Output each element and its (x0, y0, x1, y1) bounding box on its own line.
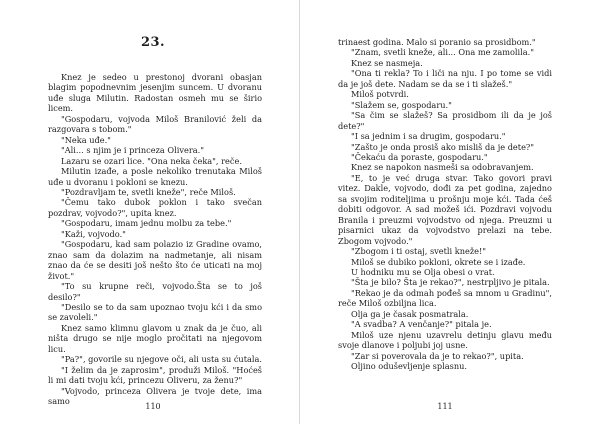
paragraph: "Sa čim se slažeš? Sa prosidbom ili da je još dete?" (338, 110, 552, 131)
paragraph: Knez samo klimnu glavom u znak da je čuo, ali ništa drugo se nije moglo pročitati na njegovom licu. (48, 322, 262, 354)
page-number-left: 110 (145, 402, 161, 411)
paragraph: "Vojvodo, princeza Olivera je tvoje dete, ima samo (48, 385, 262, 407)
paragraph: "Gospodaru, imam jednu molbu za tebe." (61, 218, 232, 229)
paragraph: "Znam, svetli kneže, ali... Ona me zamolila." (351, 47, 535, 58)
paragraph: "To su krupne reči, vojvodo.Šta se to još desilo?" (48, 281, 262, 302)
paragraph: "I želim da je zaprosim", produži Miloš. "Hoćeš li mi dati tvoju kći, princezu Oliveru, za ženu?" (48, 364, 262, 386)
paragraph: "Zar si poverovala da je to rekao?", upita. (351, 350, 524, 361)
paragraph: "Gospodaru, vojvoda Miloš Branilović želi da razgovara s tobom." (48, 113, 262, 135)
paragraph: "I sa jednim i sa drugim, gospodaru." (351, 131, 506, 142)
paragraph: "Slažem se, gospodaru." (351, 99, 452, 110)
continued-line: trinaest godina. Malo si poranio sa prosidbom." (338, 37, 536, 47)
paragraph: "Kaži, vojvodo." (61, 228, 126, 239)
paragraph: Lazaru se ozari lice. "Ona neka čeka", reče. (61, 155, 242, 166)
page-number-right: 111 (437, 402, 453, 411)
left-page-text (48, 72, 262, 407)
chapter-title: 23. (140, 35, 166, 50)
paragraph: Miloš potvrdi. (351, 89, 409, 100)
paragraph: Oljino oduševljenje splasnu. (351, 361, 467, 372)
paragraph: "Šta je bilo? Šta je rekao?", nestrpljivo je pitala. (351, 277, 550, 288)
paragraph: "Rekao je da odmah pođeš sa mnom u Gradinu", reče Miloš ozbiljna lica. (338, 287, 552, 309)
paragraph: Milutin izađe, a posle nekoliko trenutaka Miloš uđe u dvoranu i pokloni se knezu. (48, 166, 262, 187)
paragraph: "Neka uđe." (61, 134, 111, 145)
paragraph: "A svadba? A venčanje?" pitala je. (351, 319, 492, 330)
paragraph: Knez je sedeo u prestonoj dvorani obasjan blagim popodnevnim jesenjim suncem. U dvoranu uđe sluga Milutin. Radostan osmeh mu se širio licem. (48, 72, 262, 114)
paragraph: "Ona ti rekla? To i liči na nju. I po tome se vidi da je još dete. Nadam se da se i ti slažeš." (338, 68, 552, 89)
paragraph: "Pozdravljam te, svetli kneže", reče Miloš. (61, 186, 236, 197)
right-page (300, 0, 600, 424)
right-page-text (338, 37, 552, 372)
paragraph: Miloš uze njenu uzavrelu detinju glavu među svoje dlanove i poljubi joj usne. (338, 329, 552, 351)
paragraph: U hodniku mu se Olja obesi o vrat. (351, 266, 495, 277)
paragraph: "Čekaću da poraste, gospodaru." (351, 151, 488, 162)
paragraph: "Ali... s njim je i princeza Olivera." (61, 145, 204, 156)
paragraph: Knez se napokon nasmeši sa odobravanjem. (351, 162, 534, 173)
paragraph: "Pa?", govorile su njegove oči, ali usta su ćutala. (61, 354, 262, 365)
paragraph: "Desilo se to da sam upoznao tvoju kći i da smo se zavoleli." (48, 301, 262, 323)
paragraph: "Zašto je onda prosiš ako misliš da je dete?" (351, 141, 535, 152)
paragraph: Olja ga je časak posmatrala. (351, 308, 469, 319)
paragraph: "Zbogom i ti ostaj, svetli kneže!" (351, 246, 487, 257)
paragraph: Knez se nasmeja. (351, 57, 423, 68)
paragraph: Miloš se dubiko pokloni, okrete se i izađe. (351, 256, 526, 267)
paragraph: "Gospodaru, kad sam polazio iz Gradine ovamo, znao sam da dolazim na nadmetanje, ali nisam znao da će se desiti još nešto što će uticati na moj život." (48, 239, 262, 281)
paragraph: "Čemu tako dubok poklon i tako svečan pozdrav, vojvodo?", upita knez. (48, 197, 262, 218)
paragraph: "E, to je već druga stvar. Tako govori pravi vitez. Dakle, vojvodo, dođi za pet godina, zajedno sa svojim roditeljima u prošnju moje kći. Tada ćeš dobiti odgovor. A sad možeš ići. Pozdravi vojvodu Branila i preuzmi vojvodstvo od njega. Preuzmi u pisarnici ukaz da vojvodstvo prelazi na tebe. Zbogom vojvodo." (338, 172, 552, 246)
